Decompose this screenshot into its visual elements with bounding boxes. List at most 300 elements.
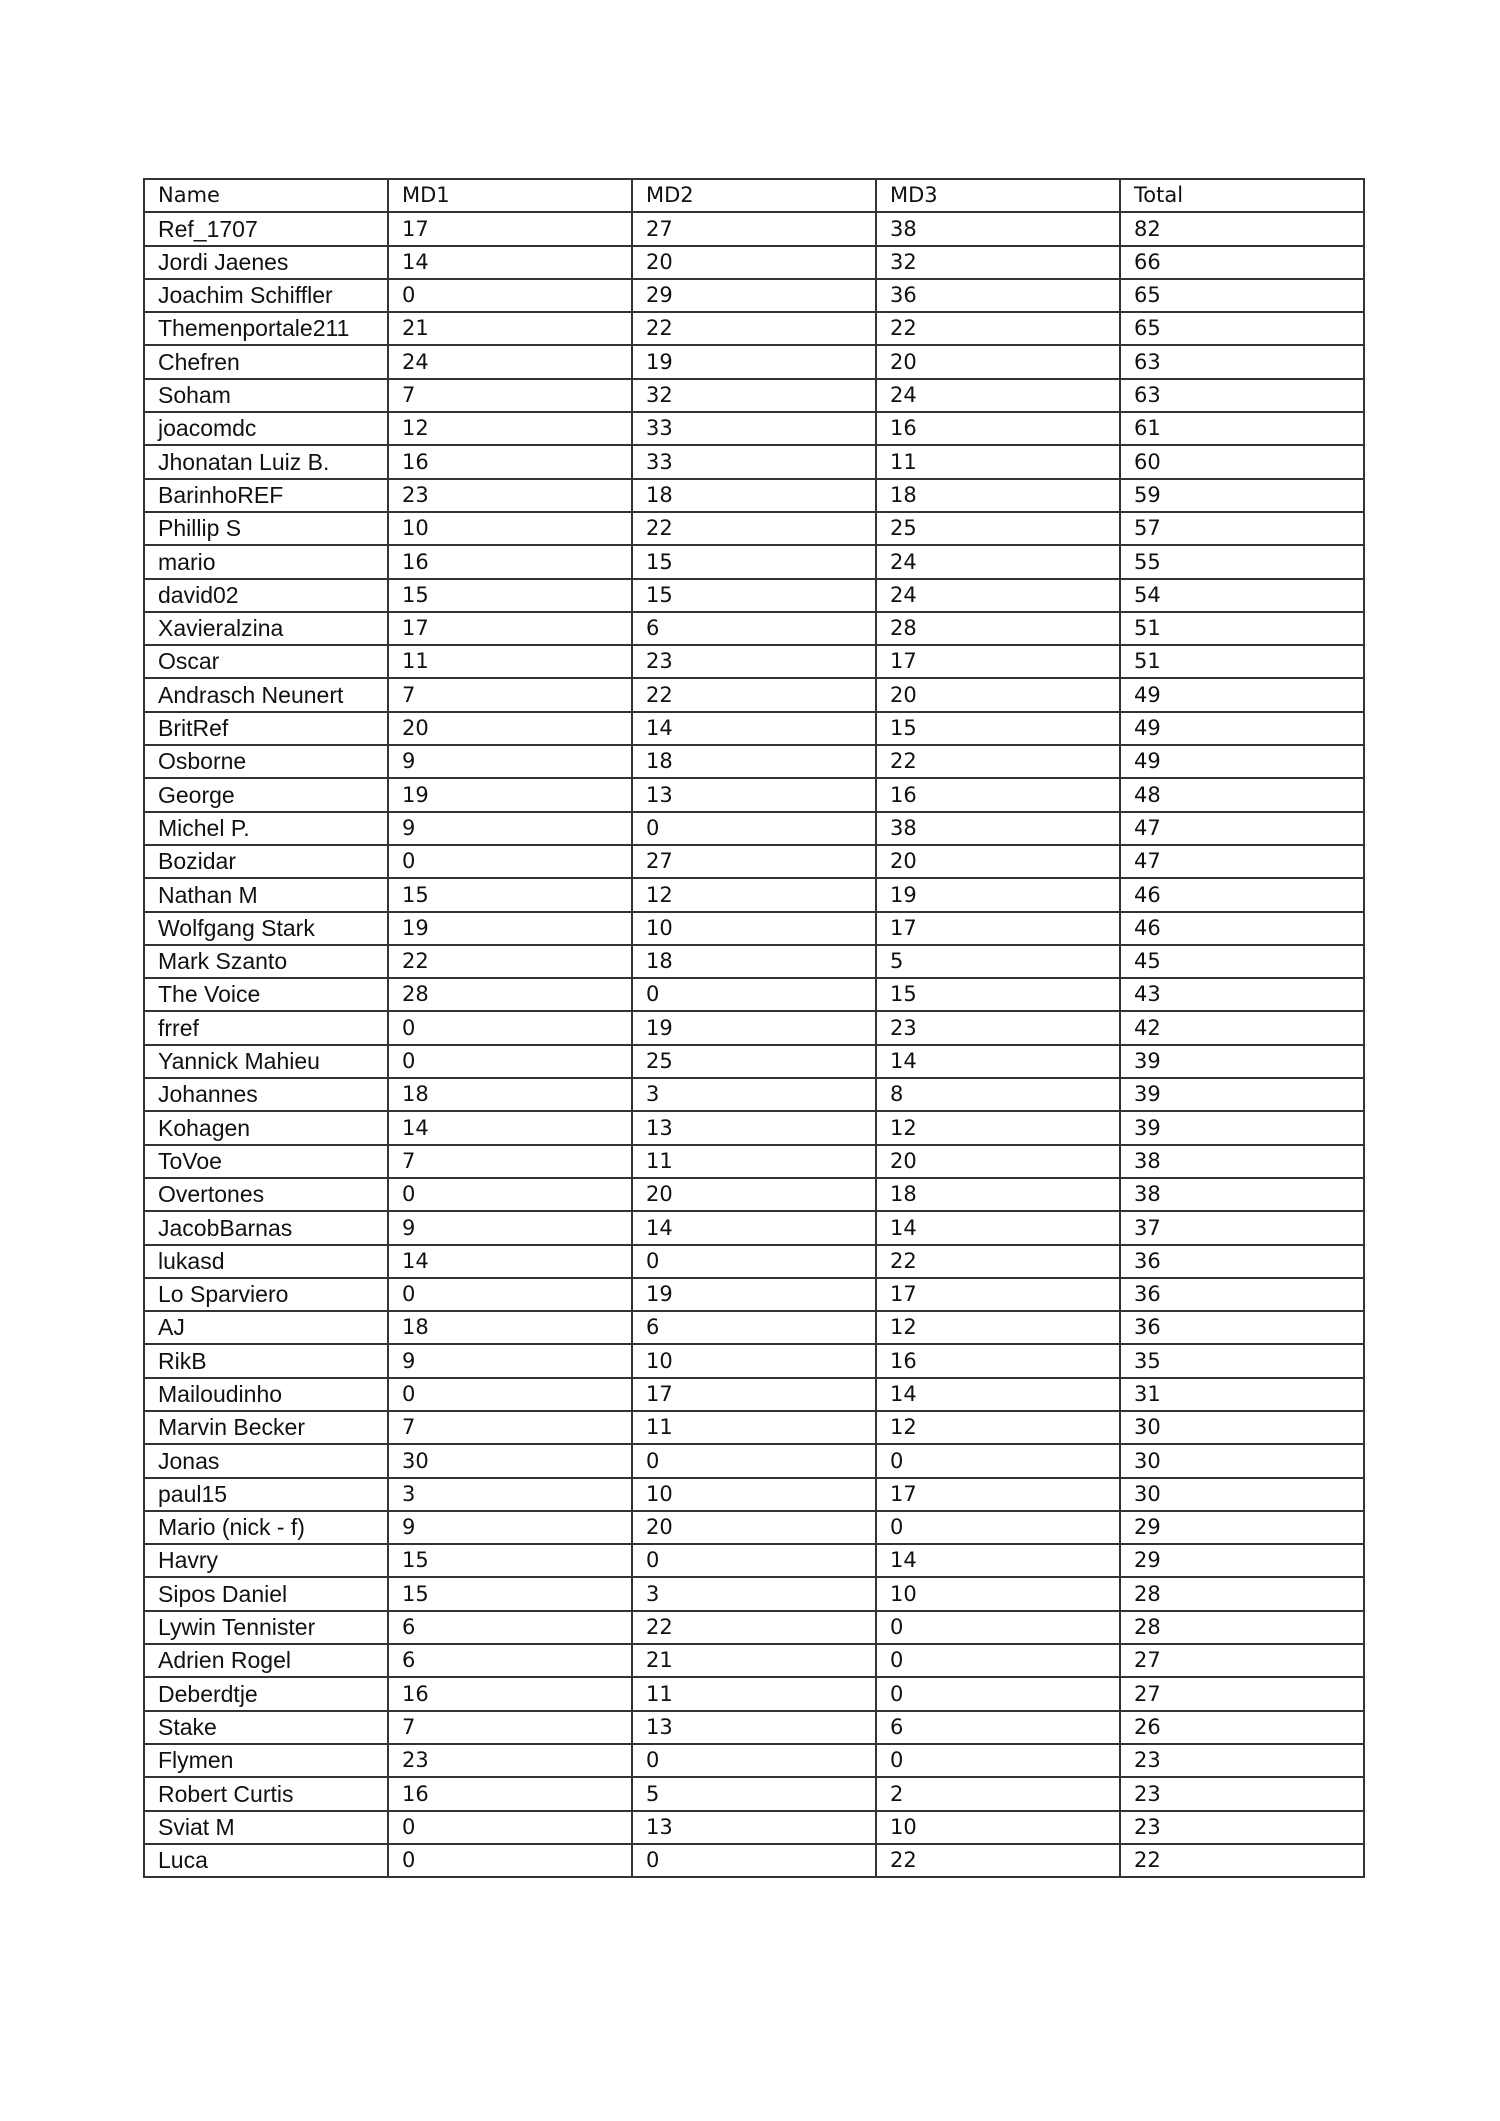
cell-md2: 11 (632, 1411, 876, 1444)
cell-total: 23 (1120, 1777, 1364, 1810)
cell-md3: 23 (876, 1011, 1120, 1044)
cell-md2: 20 (632, 246, 876, 279)
table-row (144, 1811, 1364, 1844)
cell-total: 36 (1120, 1245, 1364, 1278)
cell-md1: 23 (388, 1744, 632, 1777)
cell-name: Kohagen (144, 1111, 388, 1144)
cell-md3: 8 (876, 1078, 1120, 1111)
cell-total: 42 (1120, 1011, 1364, 1044)
cell-md1: 0 (388, 1178, 632, 1211)
cell-md3: 18 (876, 1178, 1120, 1211)
header-md3: MD3 (876, 179, 1120, 212)
cell-md3: 17 (876, 645, 1120, 678)
cell-total: 51 (1120, 645, 1364, 678)
cell-md2: 0 (632, 1444, 876, 1477)
cell-total: 48 (1120, 778, 1364, 811)
cell-md2: 25 (632, 1045, 876, 1078)
cell-md1: 0 (388, 1045, 632, 1078)
cell-md1: 19 (388, 778, 632, 811)
cell-md3: 17 (876, 1278, 1120, 1311)
cell-md3: 0 (876, 1644, 1120, 1677)
cell-md1: 7 (388, 1145, 632, 1178)
table-row (144, 545, 1364, 578)
cell-md2: 13 (632, 1811, 876, 1844)
cell-md2: 23 (632, 645, 876, 678)
cell-md2: 20 (632, 1178, 876, 1211)
cell-name: Stake (144, 1711, 388, 1744)
table-row (144, 479, 1364, 512)
cell-md3: 16 (876, 412, 1120, 445)
standings-table (143, 178, 1365, 1878)
cell-name: lukasd (144, 1245, 388, 1278)
cell-md2: 27 (632, 845, 876, 878)
table-row (144, 745, 1364, 778)
cell-name: mario (144, 545, 388, 578)
table-row (144, 1644, 1364, 1677)
cell-md1: 16 (388, 445, 632, 478)
cell-md2: 0 (632, 978, 876, 1011)
table-row (144, 1444, 1364, 1477)
cell-md3: 17 (876, 1478, 1120, 1511)
table-row (144, 1577, 1364, 1610)
cell-name: Lo Sparviero (144, 1278, 388, 1311)
cell-md1: 6 (388, 1611, 632, 1644)
cell-md1: 9 (388, 1211, 632, 1244)
cell-md3: 20 (876, 678, 1120, 711)
cell-total: 38 (1120, 1145, 1364, 1178)
cell-name: Sipos Daniel (144, 1577, 388, 1610)
cell-md1: 10 (388, 512, 632, 545)
cell-md3: 22 (876, 312, 1120, 345)
cell-md3: 19 (876, 878, 1120, 911)
cell-name: Mailoudinho (144, 1378, 388, 1411)
cell-name: Deberdtje (144, 1677, 388, 1710)
cell-md3: 15 (876, 712, 1120, 745)
cell-name: Andrasch Neunert (144, 678, 388, 711)
cell-total: 23 (1120, 1744, 1364, 1777)
cell-total: 61 (1120, 412, 1364, 445)
cell-total: 30 (1120, 1478, 1364, 1511)
cell-md2: 21 (632, 1644, 876, 1677)
cell-md3: 22 (876, 745, 1120, 778)
header-total: Total (1120, 179, 1364, 212)
cell-total: 27 (1120, 1644, 1364, 1677)
cell-md3: 0 (876, 1611, 1120, 1644)
cell-md3: 10 (876, 1577, 1120, 1610)
cell-name: frref (144, 1011, 388, 1044)
cell-name: david02 (144, 579, 388, 612)
table-row (144, 1078, 1364, 1111)
cell-md2: 3 (632, 1577, 876, 1610)
table-row (144, 645, 1364, 678)
table-row (144, 812, 1364, 845)
cell-md3: 17 (876, 912, 1120, 945)
cell-md2: 14 (632, 712, 876, 745)
cell-total: 47 (1120, 845, 1364, 878)
cell-md1: 9 (388, 1344, 632, 1377)
table-row (144, 778, 1364, 811)
cell-total: 37 (1120, 1211, 1364, 1244)
table-row (144, 1611, 1364, 1644)
table-row (144, 1511, 1364, 1544)
cell-md2: 15 (632, 579, 876, 612)
cell-md2: 22 (632, 1611, 876, 1644)
cell-md1: 14 (388, 1111, 632, 1144)
cell-md2: 0 (632, 1744, 876, 1777)
cell-md2: 12 (632, 878, 876, 911)
cell-name: Havry (144, 1544, 388, 1577)
cell-total: 57 (1120, 512, 1364, 545)
cell-name: Nathan M (144, 878, 388, 911)
cell-name: Joachim Schiffler (144, 279, 388, 312)
cell-md3: 25 (876, 512, 1120, 545)
table-row (144, 246, 1364, 279)
cell-md2: 33 (632, 412, 876, 445)
table-row (144, 1777, 1364, 1810)
cell-md3: 14 (876, 1045, 1120, 1078)
cell-md3: 38 (876, 812, 1120, 845)
cell-md1: 9 (388, 745, 632, 778)
table-row (144, 1245, 1364, 1278)
cell-name: Lywin Tennister (144, 1611, 388, 1644)
cell-name: Bozidar (144, 845, 388, 878)
cell-md3: 2 (876, 1777, 1120, 1810)
cell-total: 39 (1120, 1078, 1364, 1111)
table-row (144, 379, 1364, 412)
cell-name: Adrien Rogel (144, 1644, 388, 1677)
cell-total: 49 (1120, 712, 1364, 745)
table-row (144, 612, 1364, 645)
cell-name: Yannick Mahieu (144, 1045, 388, 1078)
cell-total: 82 (1120, 212, 1364, 245)
cell-md2: 11 (632, 1145, 876, 1178)
cell-md1: 0 (388, 279, 632, 312)
table-row (144, 678, 1364, 711)
cell-md1: 6 (388, 1644, 632, 1677)
cell-md3: 16 (876, 1344, 1120, 1377)
cell-name: Wolfgang Stark (144, 912, 388, 945)
cell-name: Luca (144, 1844, 388, 1877)
cell-md1: 14 (388, 1245, 632, 1278)
cell-total: 30 (1120, 1444, 1364, 1477)
cell-md2: 22 (632, 312, 876, 345)
table-row (144, 1711, 1364, 1744)
table-row (144, 412, 1364, 445)
cell-md3: 10 (876, 1811, 1120, 1844)
cell-name: Overtones (144, 1178, 388, 1211)
table-row (144, 945, 1364, 978)
cell-md3: 12 (876, 1411, 1120, 1444)
header-name: Name (144, 179, 388, 212)
cell-md1: 12 (388, 412, 632, 445)
table-row (144, 845, 1364, 878)
cell-md1: 17 (388, 612, 632, 645)
cell-md2: 32 (632, 379, 876, 412)
cell-total: 65 (1120, 279, 1364, 312)
table-row (144, 1178, 1364, 1211)
cell-md1: 9 (388, 812, 632, 845)
cell-md3: 6 (876, 1711, 1120, 1744)
cell-md1: 17 (388, 212, 632, 245)
cell-md2: 11 (632, 1677, 876, 1710)
cell-md3: 0 (876, 1744, 1120, 1777)
cell-name: Xavieralzina (144, 612, 388, 645)
cell-name: Marvin Becker (144, 1411, 388, 1444)
cell-name: paul15 (144, 1478, 388, 1511)
cell-md1: 14 (388, 246, 632, 279)
cell-md1: 0 (388, 1378, 632, 1411)
cell-total: 55 (1120, 545, 1364, 578)
table-row (144, 312, 1364, 345)
cell-total: 59 (1120, 479, 1364, 512)
cell-md3: 20 (876, 845, 1120, 878)
cell-md1: 19 (388, 912, 632, 945)
cell-total: 36 (1120, 1311, 1364, 1344)
table-row (144, 1145, 1364, 1178)
cell-md2: 15 (632, 545, 876, 578)
cell-name: George (144, 778, 388, 811)
table-row (144, 279, 1364, 312)
table-row (144, 712, 1364, 745)
cell-name: RikB (144, 1344, 388, 1377)
cell-md3: 14 (876, 1211, 1120, 1244)
cell-md2: 0 (632, 1844, 876, 1877)
cell-md3: 22 (876, 1245, 1120, 1278)
cell-md3: 24 (876, 379, 1120, 412)
cell-name: Michel P. (144, 812, 388, 845)
table-row (144, 1344, 1364, 1377)
cell-md3: 20 (876, 345, 1120, 378)
cell-md1: 0 (388, 1278, 632, 1311)
cell-md3: 24 (876, 579, 1120, 612)
cell-md2: 18 (632, 945, 876, 978)
cell-total: 49 (1120, 745, 1364, 778)
table-row (144, 1278, 1364, 1311)
cell-name: Oscar (144, 645, 388, 678)
cell-total: 47 (1120, 812, 1364, 845)
cell-md1: 7 (388, 1711, 632, 1744)
cell-total: 23 (1120, 1811, 1364, 1844)
cell-md2: 19 (632, 1278, 876, 1311)
cell-md2: 10 (632, 912, 876, 945)
cell-md1: 0 (388, 1844, 632, 1877)
cell-md2: 27 (632, 212, 876, 245)
table-row (144, 1544, 1364, 1577)
cell-total: 39 (1120, 1111, 1364, 1144)
cell-md3: 14 (876, 1544, 1120, 1577)
cell-md3: 20 (876, 1145, 1120, 1178)
cell-md3: 11 (876, 445, 1120, 478)
cell-total: 45 (1120, 945, 1364, 978)
cell-md1: 3 (388, 1478, 632, 1511)
cell-md1: 21 (388, 312, 632, 345)
table-row (144, 978, 1364, 1011)
cell-md3: 24 (876, 545, 1120, 578)
cell-md1: 16 (388, 545, 632, 578)
cell-md1: 23 (388, 479, 632, 512)
cell-total: 39 (1120, 1045, 1364, 1078)
cell-name: BritRef (144, 712, 388, 745)
cell-total: 54 (1120, 579, 1364, 612)
cell-md2: 3 (632, 1078, 876, 1111)
cell-md3: 0 (876, 1677, 1120, 1710)
cell-name: BarinhoREF (144, 479, 388, 512)
cell-total: 36 (1120, 1278, 1364, 1311)
cell-md1: 7 (388, 1411, 632, 1444)
cell-name: AJ (144, 1311, 388, 1344)
cell-md1: 20 (388, 712, 632, 745)
cell-total: 29 (1120, 1544, 1364, 1577)
cell-md2: 6 (632, 612, 876, 645)
cell-md2: 10 (632, 1344, 876, 1377)
header-md1: MD1 (388, 179, 632, 212)
cell-total: 43 (1120, 978, 1364, 1011)
cell-md2: 14 (632, 1211, 876, 1244)
table-row (144, 912, 1364, 945)
cell-md2: 19 (632, 345, 876, 378)
table-row (144, 1744, 1364, 1777)
cell-total: 29 (1120, 1511, 1364, 1544)
cell-name: Jordi Jaenes (144, 246, 388, 279)
header-md2: MD2 (632, 179, 876, 212)
cell-name: Jhonatan Luiz B. (144, 445, 388, 478)
table-row (144, 1378, 1364, 1411)
cell-total: 26 (1120, 1711, 1364, 1744)
cell-md2: 0 (632, 1245, 876, 1278)
table-row (144, 1844, 1364, 1877)
cell-md2: 22 (632, 678, 876, 711)
cell-total: 63 (1120, 345, 1364, 378)
cell-md2: 22 (632, 512, 876, 545)
cell-md2: 29 (632, 279, 876, 312)
cell-name: The Voice (144, 978, 388, 1011)
table-header-row (144, 179, 1364, 212)
table-row (144, 1411, 1364, 1444)
cell-md2: 6 (632, 1311, 876, 1344)
table-row (144, 445, 1364, 478)
cell-md1: 7 (388, 678, 632, 711)
table-row (144, 1677, 1364, 1710)
cell-md1: 30 (388, 1444, 632, 1477)
cell-name: Robert Curtis (144, 1777, 388, 1810)
cell-total: 65 (1120, 312, 1364, 345)
cell-md2: 13 (632, 1111, 876, 1144)
cell-md3: 16 (876, 778, 1120, 811)
table-row (144, 1478, 1364, 1511)
cell-md3: 32 (876, 246, 1120, 279)
cell-name: Sviat M (144, 1811, 388, 1844)
cell-md2: 19 (632, 1011, 876, 1044)
cell-name: Mark Szanto (144, 945, 388, 978)
cell-md1: 24 (388, 345, 632, 378)
table-row (144, 345, 1364, 378)
cell-md3: 36 (876, 279, 1120, 312)
cell-name: Johannes (144, 1078, 388, 1111)
cell-name: Soham (144, 379, 388, 412)
cell-total: 28 (1120, 1577, 1364, 1610)
cell-md3: 15 (876, 978, 1120, 1011)
cell-md2: 18 (632, 479, 876, 512)
table-row (144, 1311, 1364, 1344)
cell-md1: 15 (388, 878, 632, 911)
table-row (144, 579, 1364, 612)
table-row (144, 1045, 1364, 1078)
cell-total: 63 (1120, 379, 1364, 412)
cell-total: 22 (1120, 1844, 1364, 1877)
cell-name: Osborne (144, 745, 388, 778)
cell-md1: 15 (388, 579, 632, 612)
cell-md2: 17 (632, 1378, 876, 1411)
cell-md3: 22 (876, 1844, 1120, 1877)
cell-name: Phillip S (144, 512, 388, 545)
cell-name: Mario (nick - f) (144, 1511, 388, 1544)
cell-md1: 28 (388, 978, 632, 1011)
cell-md3: 28 (876, 612, 1120, 645)
cell-total: 49 (1120, 678, 1364, 711)
cell-md3: 12 (876, 1311, 1120, 1344)
cell-total: 27 (1120, 1677, 1364, 1710)
cell-md1: 16 (388, 1677, 632, 1710)
cell-total: 35 (1120, 1344, 1364, 1377)
cell-md2: 18 (632, 745, 876, 778)
cell-md3: 12 (876, 1111, 1120, 1144)
cell-md1: 16 (388, 1777, 632, 1810)
cell-name: Flymen (144, 1744, 388, 1777)
cell-md3: 0 (876, 1444, 1120, 1477)
table-row (144, 1211, 1364, 1244)
table-row (144, 212, 1364, 245)
cell-total: 46 (1120, 912, 1364, 945)
cell-md3: 18 (876, 479, 1120, 512)
cell-md1: 0 (388, 1011, 632, 1044)
cell-md1: 11 (388, 645, 632, 678)
cell-md1: 15 (388, 1544, 632, 1577)
cell-name: Jonas (144, 1444, 388, 1477)
cell-md3: 5 (876, 945, 1120, 978)
cell-total: 51 (1120, 612, 1364, 645)
cell-md1: 15 (388, 1577, 632, 1610)
cell-name: Themenportale211 (144, 312, 388, 345)
cell-total: 28 (1120, 1611, 1364, 1644)
cell-md2: 0 (632, 1544, 876, 1577)
cell-md1: 0 (388, 845, 632, 878)
cell-md2: 5 (632, 1777, 876, 1810)
cell-md2: 0 (632, 812, 876, 845)
cell-total: 38 (1120, 1178, 1364, 1211)
cell-md1: 22 (388, 945, 632, 978)
cell-name: ToVoe (144, 1145, 388, 1178)
cell-md1: 0 (388, 1811, 632, 1844)
cell-md1: 18 (388, 1311, 632, 1344)
cell-total: 60 (1120, 445, 1364, 478)
table-row (144, 1111, 1364, 1144)
cell-total: 31 (1120, 1378, 1364, 1411)
cell-md2: 20 (632, 1511, 876, 1544)
table-row (144, 878, 1364, 911)
cell-md1: 18 (388, 1078, 632, 1111)
cell-total: 30 (1120, 1411, 1364, 1444)
table-row (144, 512, 1364, 545)
cell-md1: 9 (388, 1511, 632, 1544)
cell-md2: 13 (632, 1711, 876, 1744)
cell-name: Ref_1707 (144, 212, 388, 245)
cell-md3: 0 (876, 1511, 1120, 1544)
cell-md3: 38 (876, 212, 1120, 245)
cell-md1: 7 (388, 379, 632, 412)
cell-md2: 10 (632, 1478, 876, 1511)
cell-total: 46 (1120, 878, 1364, 911)
cell-md2: 33 (632, 445, 876, 478)
